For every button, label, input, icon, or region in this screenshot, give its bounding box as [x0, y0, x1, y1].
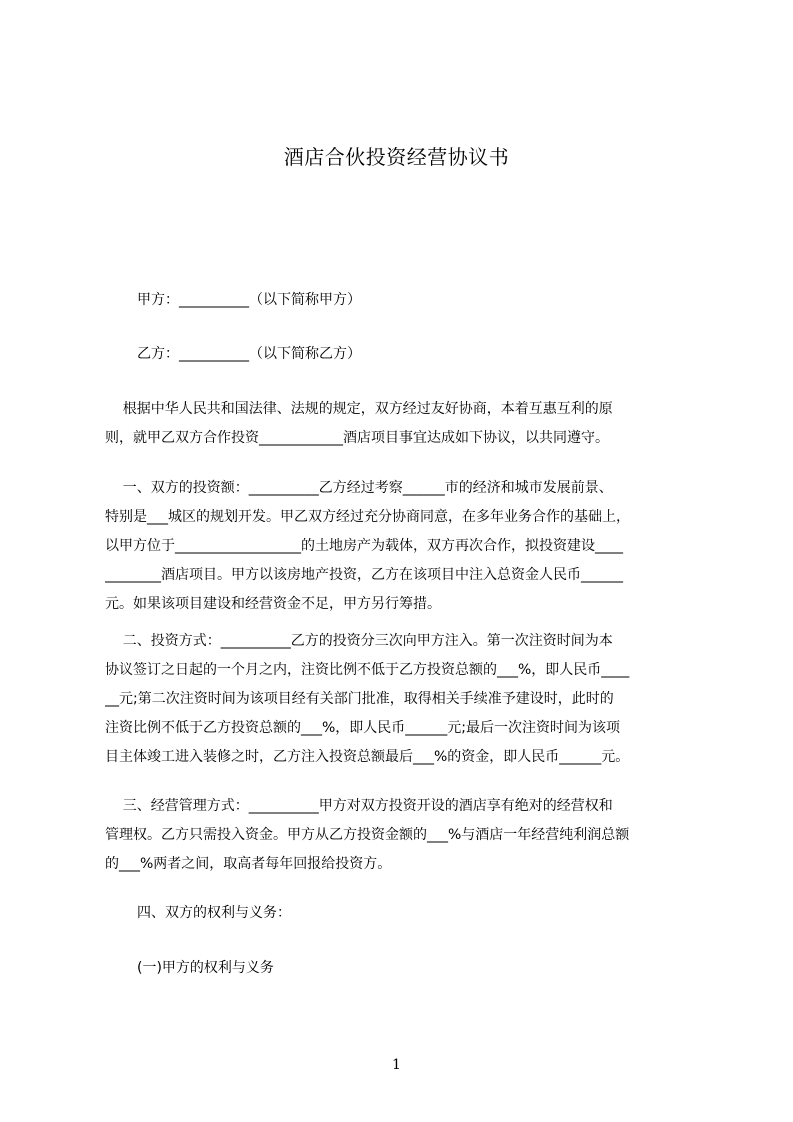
paragraph-line: 以甲方位于__________________的土地房产为载体，双方再次合作，拟投资建设____	[105, 538, 623, 554]
paragraph-line: 元。如果该项目建设和经营资金不足，甲方另行筹措。	[105, 596, 441, 612]
paragraph-line: __元;第二次注资时间为该项目经有关部门批准，取得相关手续准予建设时，此时的	[105, 691, 614, 707]
paragraph-line: 的___%两者之间，取高者每年回报给投资方。	[105, 856, 392, 872]
party-b-line: 乙方：__________（以下简称乙方）	[137, 346, 361, 362]
article-4-heading: 四、双方的权利与义务：	[137, 905, 291, 921]
paragraph-line: 特别是___城区的规划开发。甲乙双方经过充分协商同意，在多年业务合作的基础上，	[105, 509, 630, 525]
article-1-investment-amount	[105, 474, 699, 619]
paragraph-line: 三、经营管理方式：__________甲方对双方投资开设的酒店享有绝对的经营权和	[105, 798, 613, 814]
preamble-paragraph	[105, 395, 699, 453]
paragraph-line: 根据中华人民共和国法律、法规的规定，双方经过友好协商，本着互惠互利的原	[105, 401, 613, 417]
paragraph-line: 二、投资方式：__________乙方的投资分三次向甲方注入。第一次注资时间为本	[105, 633, 613, 649]
article-4-subheading: (一)甲方的权利与义务	[137, 960, 274, 976]
article-2-investment-method	[105, 627, 699, 772]
paragraph-line: 管理权。乙方只需投入资金。甲方从乙方投资金额的___%与酒店一年经营纯利润总额	[105, 827, 630, 843]
paragraph-line: 协议签订之日起的一个月之内，注资比例不低于乙方投资总额的___%，即人民币____	[105, 662, 630, 678]
party-a-line: 甲方：__________（以下简称甲方）	[137, 292, 361, 308]
paragraph-line: 目主体竣工进入装修之时，乙方注入投资总额最后___%的资金，即人民币______元。	[105, 749, 630, 765]
article-3-management	[105, 792, 699, 879]
paragraph-line: 注资比例不低于乙方投资总额的___%，即人民币______元;最后一次注资时间为该项	[105, 720, 621, 736]
document-title: 酒店合伙投资经营协议书	[283, 145, 510, 169]
paragraph-line: 则，就甲乙双方合作投资____________酒店项目事宜达成如下协议，以共同遵守。	[105, 430, 609, 446]
page-number: 1	[392, 1057, 401, 1073]
paragraph-line: 一、双方的投资额：__________乙方经过考察______市的经济和城市发展前景、	[105, 480, 613, 496]
paragraph-line: ________酒店项目。甲方以该房地产投资，乙方在该项目中注入总资金人民币______	[105, 567, 623, 583]
